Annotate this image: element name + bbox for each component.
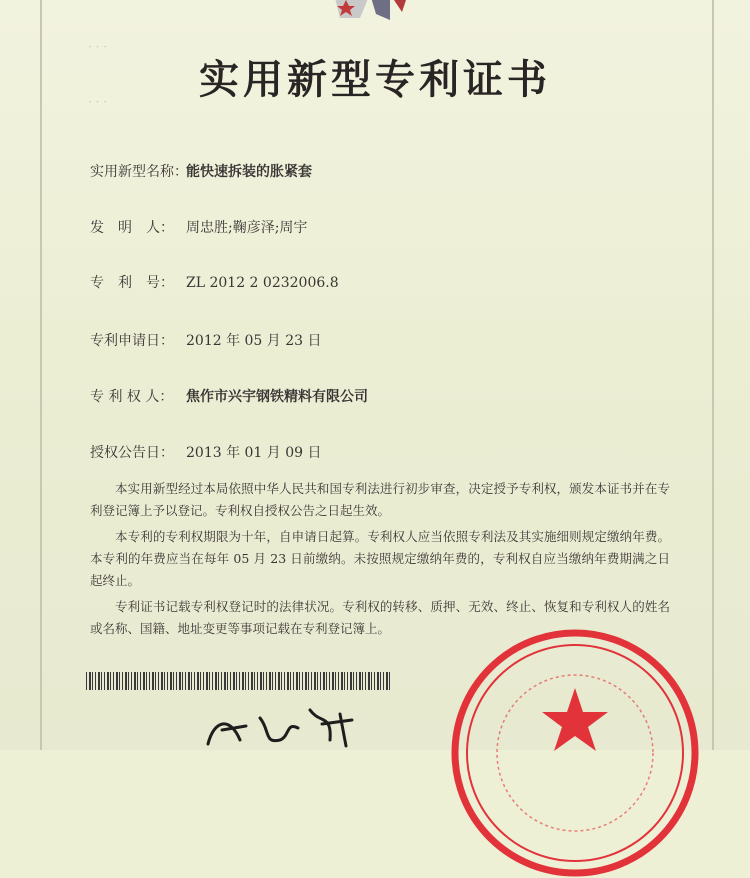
field-value: 能快速拆装的胀紧套	[186, 164, 312, 180]
field-label: 专 利 权 人：	[90, 389, 174, 405]
field-label: 专利申请日：	[90, 333, 174, 349]
body-paragraph: 专利证书记载专利权登记时的法律状况。专利权的转移、质押、无效、终止、恢复和专利权人的姓名或名称、国籍、地址变更等事项记载在专利登记簿上。	[90, 599, 670, 636]
field-label: 授权公告日：	[90, 445, 174, 461]
field-patent-number	[90, 272, 339, 292]
field-utility-model-name	[90, 161, 312, 181]
field-label: 专 利 号：	[90, 275, 174, 291]
left-border-line	[40, 0, 42, 750]
field-value: 周忠胜;鞠彦泽;周宇	[186, 220, 308, 236]
official-seal	[450, 628, 700, 878]
body-paragraph: 本实用新型经过本局依照中华人民共和国专利法进行初步审查，决定授予专利权，颁发本证书并在专利登记簿上予以登记。专利权自授权公告之日起生效。	[90, 481, 670, 518]
watermark-mark: · · ·	[88, 40, 108, 54]
field-value: 2012 年 05 月 23 日	[186, 333, 322, 349]
watermark-mark: · · ·	[88, 95, 108, 109]
page-title: 实用新型专利证书	[199, 56, 551, 103]
field-inventors	[90, 217, 307, 237]
emblem-logo-icon	[316, 0, 436, 24]
field-label: 实用新型名称：	[90, 164, 188, 180]
field-value: 2013 年 01 月 09 日	[186, 445, 322, 461]
field-value: ZL 2012 2 0232006.8	[186, 275, 339, 291]
field-application-date	[90, 330, 322, 350]
field-grant-announcement-date	[90, 442, 322, 462]
field-patentee	[90, 386, 368, 406]
right-border-line	[712, 0, 714, 750]
signature	[200, 700, 370, 750]
field-label: 发 明 人：	[90, 220, 174, 236]
body-paragraph: 本专利的专利权期限为十年，自申请日起算。专利权人应当依照专利法及其实施细则规定缴纳年费。本专利的年费应当在每年 05 月 23 日前缴纳。未按照规定缴纳年费的，专利权自应当缴纳年费期满之日起终止。	[90, 529, 670, 588]
field-value: 焦作市兴宇钢铁精料有限公司	[186, 389, 368, 405]
barcode	[86, 672, 392, 690]
certificate-body-text	[90, 478, 670, 644]
